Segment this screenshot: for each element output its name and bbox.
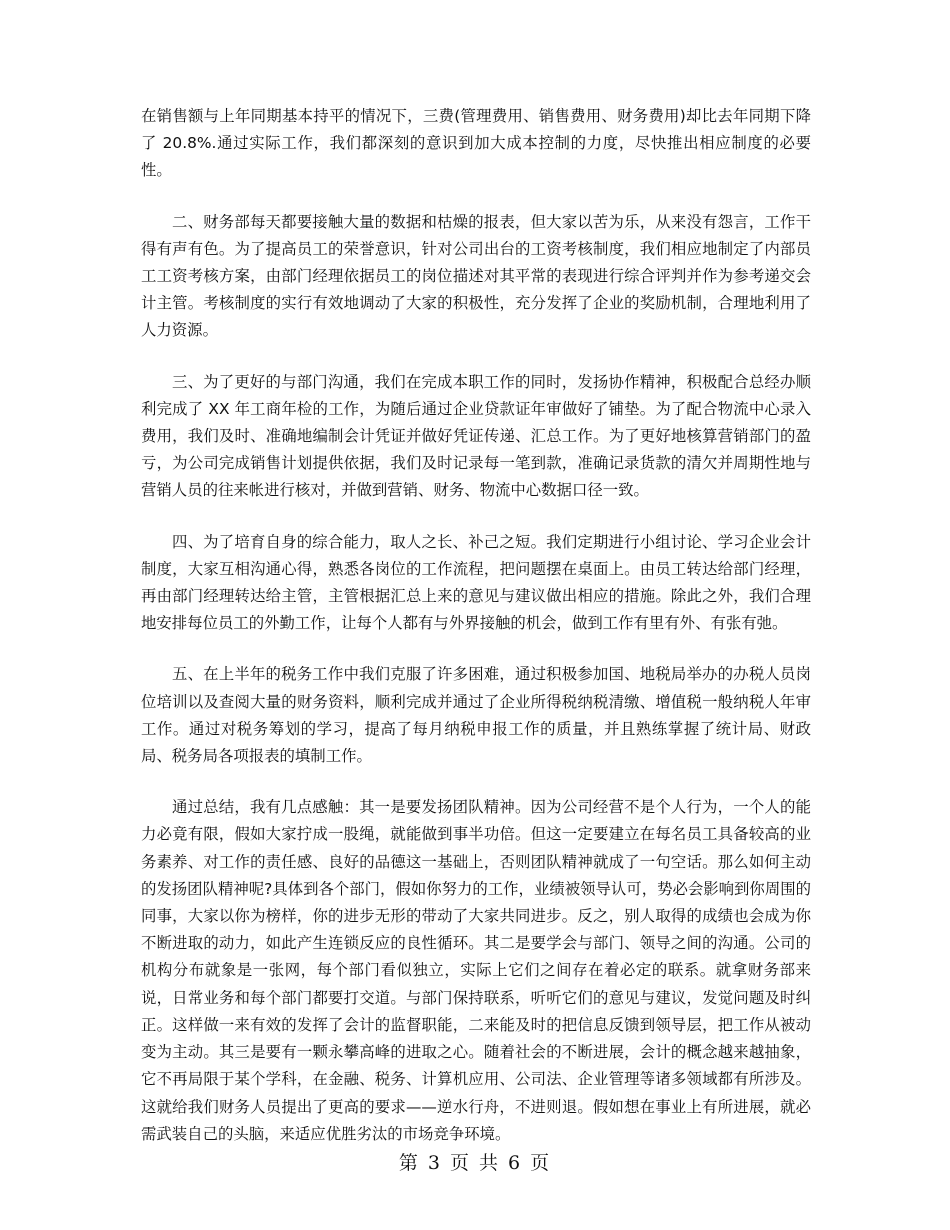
document-body	[141, 103, 811, 1172]
paragraph-section-two: 二、财务部每天都要接触大量的数据和枯燥的报表，但大家以苦为乐，从来没有怨言，工作干得有声有色。为了提高员工的荣誉意识，针对公司出台的工资考核制度，我们相应地制定了内部员工工资考核方案，由部门经理依据员工的岗位描述对其平常的表现进行综合评判并作为参考递交会计主管。考核制度的实行有效地调动了大家的积极性，充分发挥了企业的奖励机制，合理地利用了人力资源。	[141, 212, 811, 340]
paragraph-summary: 通过总结，我有几点感触：其一是要发扬团队精神。因为公司经营不是个人行为，一个人的能力必竟有限，假如大家拧成一股绳，就能做到事半功倍。但这一定要建立在每名员工具备较高的业务素养、对工作的责任感、良好的品德这一基础上，否则团队精神就成了一句空话。那么如何主动的发扬团队精神呢?具体到各个部门，假如你努力的工作，业绩被领导认可，势必会影响到你周围的同事，大家以你为榜样，你的进步无形的带动了大家共同进步。反之，别人取得的成绩也会成为你不断进取的动力，如此产生连锁反应的良性循环。其二是要学会与部门、领导之间的沟通。公司的机构分布就象是一张网，每个部门看似独立，实际上它们之间存在着必定的联系。就拿财务部来说，日常业务和每个部门都要打交道。与部门保持联系，听听它们的意见与建议，发觉问题及时纠正。这样做一来有效的发挥了会计的监督职能，二来能及时的把信息反馈到领导层，把工作从被动变为主动。其三是要有一颗永攀高峰的进取之心。随着社会的不断进展，会计的概念越来越抽象，它不再局限于某个学科，在金融、税务、计算机应用、公司法、企业管理等诸多领域都有所涉及。这就给我们财务人员提出了更高的要求——逆水行舟，不进则退。假如想在事业上有所进展，就必需武装自己的头脑，来适应优胜劣汰的市场竞争环境。	[141, 798, 811, 1143]
page-number-footer: 第 3 页 共 6 页	[398, 1152, 552, 1174]
paragraph-section-five: 五、在上半年的税务工作中我们克服了许多困难，通过积极参加国、地税局举办的办税人员岗位培训以及查阅大量的财务资料，顺利完成并通过了企业所得税纳税清缴、增值税一般纳税人年审工作。通过对税务筹划的学习，提高了每月纳税申报工作的质量，并且熟练掌握了统计局、财政局、税务局各项报表的填制工作。	[141, 665, 811, 766]
paragraph-section-three: 三、为了更好的与部门沟通，我们在完成本职工作的同时，发扬协作精神，积极配合总经办顺利完成了 XX 年工商年检的工作，为随后通过企业贷款证年审做好了铺垫。为了配合物流中心录入费用，我们及时、准确地编制会计凭证并做好凭证传递、汇总工作。为了更好地核算营销部门的盈亏，为公司完成销售计划提供依据，我们及时记录每一笔到款，准确记录货款的清欠并周期性地与营销人员的往来帐进行核对，并做到营销、财务、物流中心数据口径一致。	[141, 372, 811, 500]
paragraph-section-four: 四、为了培育自身的综合能力，取人之长、补己之短。我们定期进行小组讨论、学习企业会计制度，大家互相沟通心得，熟悉各岗位的工作流程，把问题摆在桌面上。由员工转达给部门经理，再由部门经理转达给主管，主管根据汇总上来的意见与建议做出相应的措施。除此之外，我们合理地安排每位员工的外勤工作，让每个人都有与外界接触的机会，做到工作有里有外、有张有弛。	[141, 532, 811, 633]
paragraph-continuation: 在销售额与上年同期基本持平的情况下，三费(管理费用、销售费用、财务费用)却比去年同期下降了 20.8%.通过实际工作，我们都深刻的意识到加大成本控制的力度，尽快推出相应制度的必要性。	[141, 107, 811, 180]
